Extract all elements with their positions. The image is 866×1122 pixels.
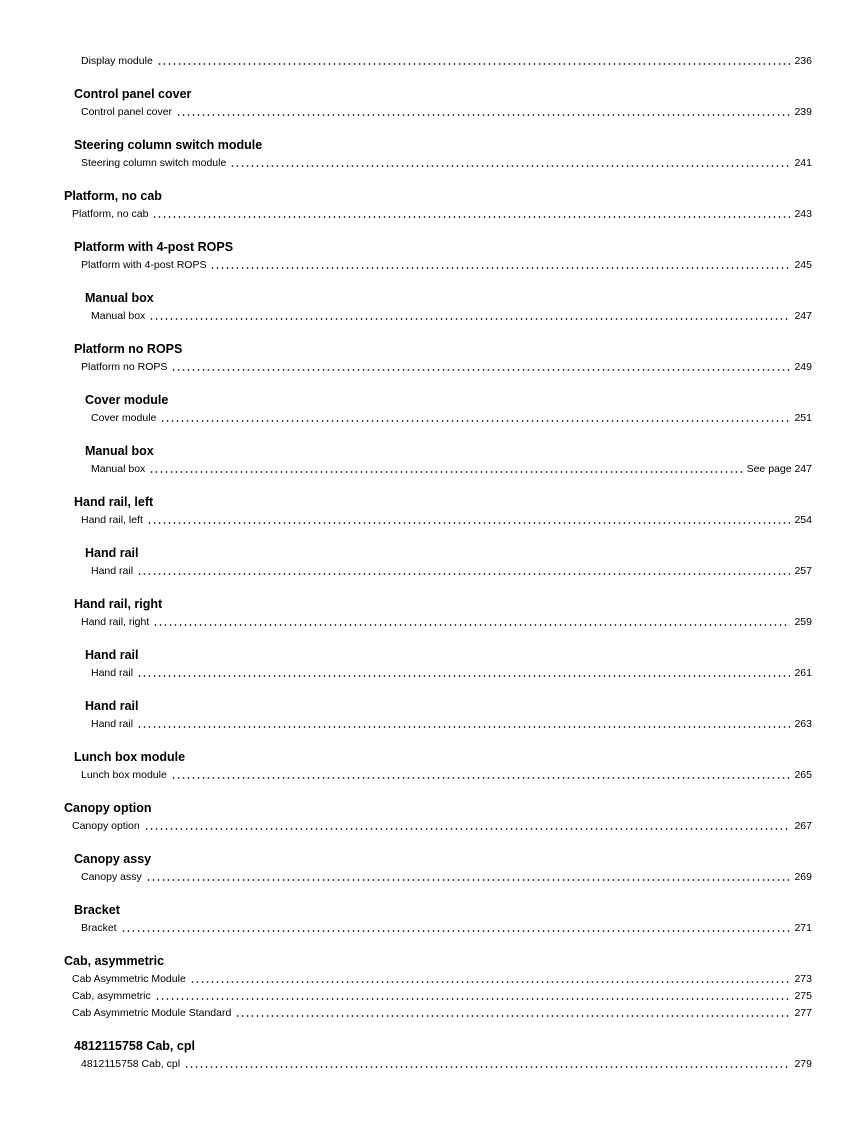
toc-section-heading: Manual box [85, 444, 154, 458]
dot-leader [149, 318, 790, 320]
dot-leader [155, 998, 791, 1000]
toc-section-heading: Platform, no cab [64, 189, 162, 203]
toc-entry-label: Lunch box module [81, 769, 167, 781]
toc-section-heading: Platform with 4-post ROPS [74, 240, 234, 254]
toc-entry[interactable] [81, 616, 812, 629]
toc-entry[interactable] [72, 1007, 812, 1020]
dot-leader [137, 675, 790, 677]
toc-entry[interactable] [81, 55, 812, 68]
toc-page-number: 271 [794, 922, 812, 934]
toc-section-heading: Bracket [74, 903, 120, 917]
toc-page-number: 263 [794, 718, 812, 730]
toc-entry-label: Control panel cover [81, 106, 173, 118]
toc-entry[interactable] [72, 990, 812, 1003]
toc-page-number: 257 [794, 565, 812, 577]
toc-section-heading: 4812115758 Cab, cpl [74, 1039, 195, 1053]
toc-entry[interactable] [81, 1058, 812, 1071]
toc-entry-label: Hand rail [91, 565, 134, 577]
toc-page-number: 247 [794, 310, 812, 322]
toc-entry[interactable] [91, 412, 812, 425]
toc-section-heading: Cab, asymmetric [64, 954, 165, 968]
dot-leader [210, 267, 790, 269]
toc-entry[interactable] [91, 463, 812, 476]
toc-entry[interactable] [72, 820, 812, 833]
toc-entry-label: Cab Asymmetric Module [72, 973, 186, 985]
toc-section-heading: Steering column switch module [74, 138, 263, 152]
toc-entry[interactable] [81, 514, 812, 527]
toc-page-number: 259 [794, 616, 812, 628]
toc-section-heading: Hand rail [85, 648, 139, 662]
dot-leader [121, 930, 791, 932]
toc-entry[interactable] [81, 106, 812, 119]
toc-page-number: 239 [794, 106, 812, 118]
toc-entry[interactable] [91, 667, 812, 680]
dot-leader [171, 777, 791, 779]
toc-entry-label: Hand rail, right [81, 616, 150, 628]
toc-entry[interactable] [81, 871, 812, 884]
dot-leader [144, 828, 791, 830]
toc-entry-label: Cab Asymmetric Module Standard [72, 1007, 232, 1019]
toc-page-number: 269 [794, 871, 812, 883]
toc-entry[interactable] [72, 973, 812, 986]
dot-leader [157, 63, 791, 65]
dot-leader [171, 369, 790, 371]
toc-entry[interactable] [91, 565, 812, 578]
dot-leader [146, 879, 791, 881]
toc-entry[interactable] [81, 259, 812, 272]
toc-page-number: 267 [794, 820, 812, 832]
toc-page-number: See page 247 [746, 463, 812, 475]
toc-entry-label: 4812115758 Cab, cpl [81, 1058, 181, 1070]
toc-page-number: 273 [794, 973, 812, 985]
toc-page-number: 236 [794, 55, 812, 67]
toc-entry-label: Display module [81, 55, 153, 67]
toc-entry[interactable] [91, 310, 812, 323]
toc-entry[interactable] [72, 208, 812, 221]
toc-entry-label: Platform no ROPS [81, 361, 168, 373]
dot-leader [230, 165, 790, 167]
toc-section-heading: Lunch box module [74, 750, 186, 764]
dot-leader [152, 216, 790, 218]
toc-page-number: 245 [794, 259, 812, 271]
toc-page-number: 279 [794, 1058, 812, 1070]
toc-section-heading: Control panel cover [74, 87, 192, 101]
toc-entry-label: Canopy assy [81, 871, 142, 883]
toc-page-number: 251 [794, 412, 812, 424]
toc-section-heading: Canopy assy [74, 852, 152, 866]
toc-entry-label: Manual box [91, 310, 146, 322]
toc-section-heading: Hand rail, right [74, 597, 163, 611]
toc-section-heading: Cover module [85, 393, 169, 407]
toc-page-number: 277 [794, 1007, 812, 1019]
dot-leader [184, 1066, 790, 1068]
toc-entry-label: Manual box [91, 463, 146, 475]
toc-page-number: 275 [794, 990, 812, 1002]
dot-leader [190, 981, 791, 983]
toc-page-number: 265 [794, 769, 812, 781]
toc-entry-label: Platform, no cab [72, 208, 149, 220]
toc-entry-label: Canopy option [72, 820, 140, 832]
toc-page-number: 241 [794, 157, 812, 169]
toc-entry-label: Bracket [81, 922, 117, 934]
toc-entry-label: Hand rail, left [81, 514, 143, 526]
dot-leader [137, 573, 790, 575]
toc-entry-label: Platform with 4-post ROPS [81, 259, 207, 271]
dot-leader [137, 726, 790, 728]
toc-section-heading: Hand rail, left [74, 495, 154, 509]
toc-entry-label: Cover module [91, 412, 157, 424]
toc-page-number: 243 [794, 208, 812, 220]
dot-leader [160, 420, 790, 422]
toc-entry-label: Steering column switch module [81, 157, 227, 169]
toc-entry-label: Cab, asymmetric [72, 990, 151, 1002]
toc-entry[interactable] [91, 718, 812, 731]
toc-section-heading: Hand rail [85, 546, 139, 560]
toc-entry[interactable] [81, 361, 812, 374]
toc-entry[interactable] [81, 769, 812, 782]
toc-page-number: 254 [794, 514, 812, 526]
dot-leader [176, 114, 790, 116]
toc-section-heading: Canopy option [64, 801, 152, 815]
toc-section-heading: Platform no ROPS [74, 342, 183, 356]
dot-leader [235, 1015, 790, 1017]
toc-section-heading: Hand rail [85, 699, 139, 713]
dot-leader [149, 471, 742, 473]
dot-leader [147, 522, 791, 524]
toc-entry[interactable] [81, 922, 812, 935]
toc-entry[interactable] [81, 157, 812, 170]
dot-leader [153, 624, 790, 626]
toc-entry-label: Hand rail [91, 667, 134, 679]
toc-page-number: 261 [794, 667, 812, 679]
toc-page-number: 249 [794, 361, 812, 373]
toc-section-heading: Manual box [85, 291, 154, 305]
toc-entry-label: Hand rail [91, 718, 134, 730]
